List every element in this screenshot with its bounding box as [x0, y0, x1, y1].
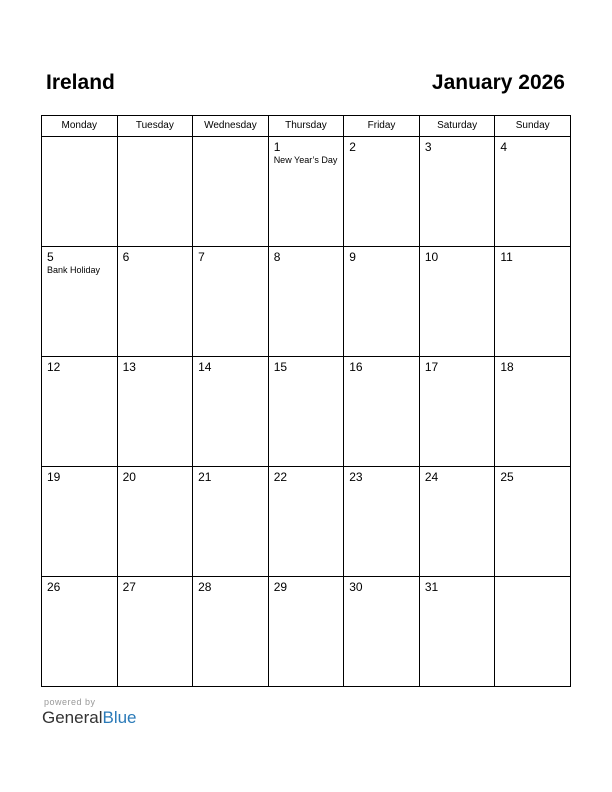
- day-cell: [42, 577, 118, 687]
- day-number: 23: [349, 470, 363, 484]
- day-number: 25: [500, 470, 514, 484]
- weekday-header: Saturday: [419, 116, 495, 137]
- day-cell: [193, 247, 269, 357]
- week-row: [42, 247, 571, 357]
- week-row: [42, 467, 571, 577]
- day-cell: [42, 467, 118, 577]
- day-number: 12: [47, 360, 61, 374]
- day-number: 4: [500, 140, 508, 154]
- day-cell: [268, 467, 344, 577]
- brand-name-general: General: [42, 708, 103, 727]
- day-cell: [419, 247, 495, 357]
- holiday-label: New Year’s Day: [273, 155, 338, 165]
- day-number: 7: [198, 250, 205, 264]
- day-cell: [117, 247, 193, 357]
- day-number: 18: [500, 360, 514, 374]
- day-cell: [344, 467, 420, 577]
- day-number: 24: [424, 470, 439, 484]
- day-number: 10: [424, 250, 439, 264]
- day-cell: [495, 357, 571, 467]
- footer-branding: [42, 696, 137, 728]
- day-cell: [268, 577, 344, 687]
- day-number: 3: [424, 140, 432, 154]
- day-number: 5: [47, 250, 54, 264]
- day-number: 17: [424, 360, 439, 374]
- day-number: 26: [47, 580, 61, 594]
- day-cell: [268, 247, 344, 357]
- day-cell: [117, 137, 193, 247]
- weekday-header: Wednesday: [193, 116, 269, 137]
- day-number: 19: [47, 470, 61, 484]
- day-cell: [495, 137, 571, 247]
- weekday-header: Tuesday: [117, 116, 193, 137]
- day-number: 20: [122, 470, 136, 484]
- powered-by-text: powered by: [44, 697, 96, 707]
- day-cell: [344, 247, 420, 357]
- day-cell: [193, 467, 269, 577]
- brand-name-blue: Blue: [102, 708, 137, 727]
- day-cell: [193, 577, 269, 687]
- country-title: Ireland: [46, 71, 115, 94]
- day-cell: [419, 137, 495, 247]
- day-cell: [419, 467, 495, 577]
- day-cell: [268, 357, 344, 467]
- calendar-grid: [41, 115, 571, 687]
- weekday-header-row: [42, 116, 571, 137]
- day-cell: [419, 577, 495, 687]
- day-cell: [42, 137, 118, 247]
- day-number: 14: [198, 360, 212, 374]
- day-cell: [419, 357, 495, 467]
- day-cell: [344, 577, 420, 687]
- day-cell: [42, 357, 118, 467]
- brand-logo[interactable]: [42, 708, 137, 728]
- day-number: 21: [198, 470, 212, 484]
- holiday-label: Bank Holiday: [47, 265, 101, 275]
- day-cell: [117, 357, 193, 467]
- day-number: 11: [500, 250, 513, 264]
- day-cell: [344, 137, 420, 247]
- day-number: 31: [424, 580, 439, 594]
- day-number: 28: [198, 580, 212, 594]
- day-number: 8: [273, 250, 281, 264]
- month-year-title: January 2026: [431, 71, 565, 94]
- day-cell: [117, 577, 193, 687]
- day-number: 15: [273, 360, 288, 374]
- day-cell: [193, 357, 269, 467]
- day-number: 27: [122, 580, 136, 594]
- day-number: 29: [273, 580, 288, 594]
- day-number: 22: [273, 470, 288, 484]
- day-cell: [193, 137, 269, 247]
- day-number: 9: [349, 250, 356, 264]
- weekday-header: Monday: [42, 116, 118, 137]
- day-number: 16: [349, 360, 363, 374]
- weekday-header: Friday: [344, 116, 420, 137]
- day-number: 2: [349, 140, 356, 154]
- day-cell: [344, 357, 420, 467]
- day-cell: [495, 247, 571, 357]
- week-row: [42, 137, 571, 247]
- day-cell: [495, 577, 571, 687]
- weekday-header: Thursday: [268, 116, 344, 137]
- day-cell: [117, 467, 193, 577]
- week-row: [42, 577, 571, 687]
- day-number: 30: [349, 580, 363, 594]
- weekday-header: Sunday: [495, 116, 571, 137]
- day-cell: [268, 137, 344, 247]
- week-row: [42, 357, 571, 467]
- day-number: 1: [273, 140, 281, 154]
- day-cell: [42, 247, 118, 357]
- day-number: 6: [122, 250, 130, 264]
- day-cell: [495, 467, 571, 577]
- day-number: 13: [122, 360, 136, 374]
